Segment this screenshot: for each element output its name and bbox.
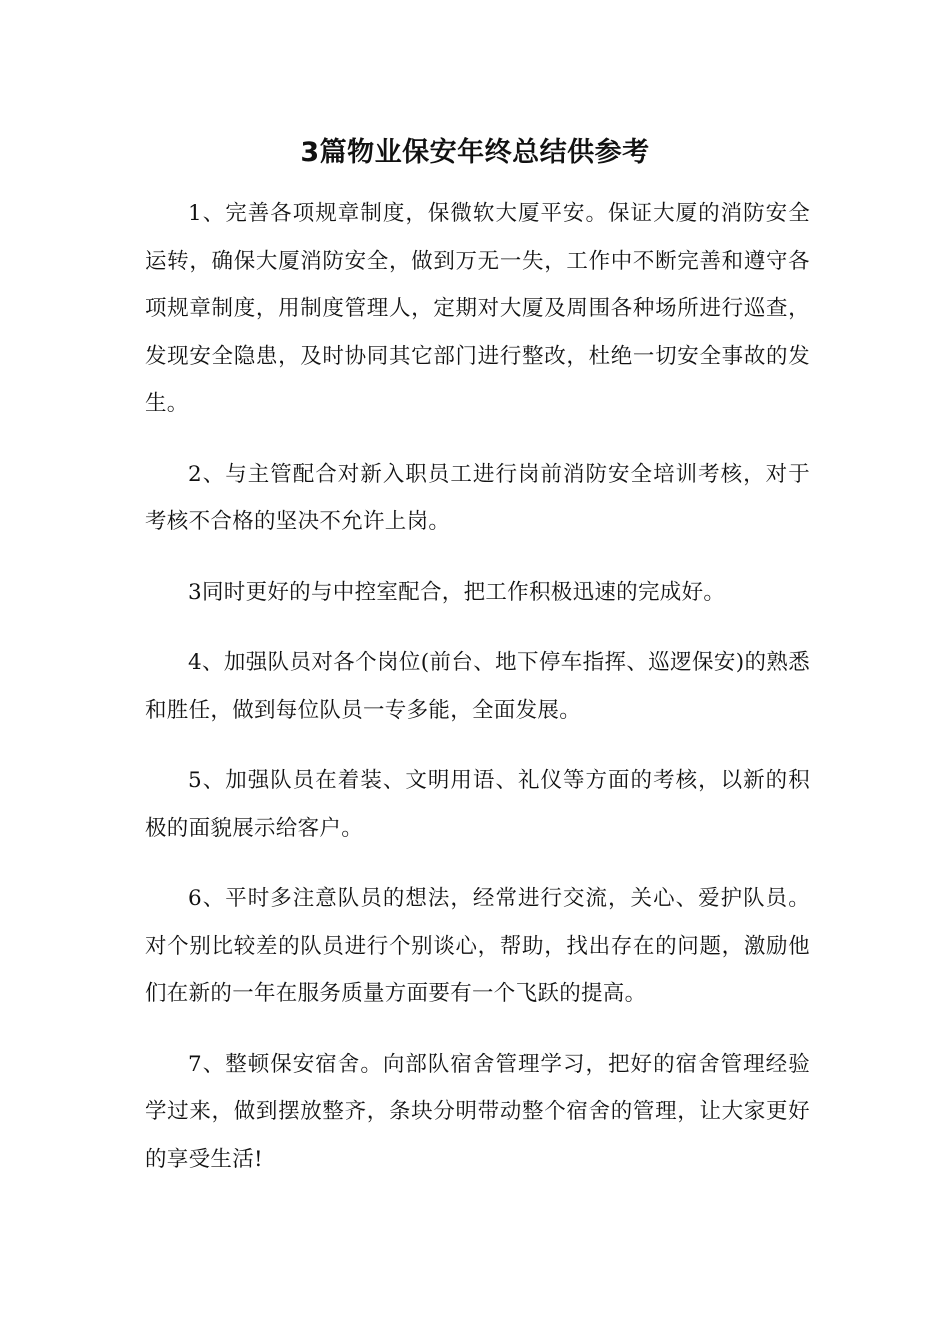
paragraph-7: 7、整顿保安宿舍。向部队宿舍管理学习，把好的宿舍管理经验学过来，做到摆放整齐，条块分明带动整个宿舍的管理，让大家更好的享受生活! [145, 1051, 810, 1172]
document-body [145, 190, 810, 1206]
paragraph-3: 3同时更好的与中控室配合，把工作积极迅速的完成好。 [188, 579, 726, 605]
paragraph-2: 2、与主管配合对新入职员工进行岗前消防安全培训考核，对于考核不合格的坚决不允许上岗。 [145, 461, 810, 534]
paragraph-5: 5、加强队员在着装、文明用语、礼仪等方面的考核，以新的积极的面貌展示给客户。 [145, 768, 810, 841]
paragraph-1: 1、完善各项规章制度，保微软大厦平安。保证大厦的消防安全运转，确保大厦消防安全，做到万无一失，工作中不断完善和遵守各项规章制度，用制度管理人，定期对大厦及周围各种场所进行巡查，发现安全隐患，及时协同其它部门进行整改，杜绝一切安全事故的发生。 [145, 201, 810, 416]
document-title: 3篇物业保安年终总结供参考 [300, 137, 650, 168]
paragraph-6: 6、平时多注意队员的想法，经常进行交流，关心、爱护队员。对个别比较差的队员进行个别谈心，帮助，找出存在的问题，激励他们在新的一年在服务质量方面要有一个飞跃的提高。 [145, 886, 810, 1006]
paragraph-4: 4、加强队员对各个岗位(前台、地下停车指挥、巡逻保安)的熟悉和胜任，做到每位队员一专多能，全面发展。 [145, 650, 810, 723]
